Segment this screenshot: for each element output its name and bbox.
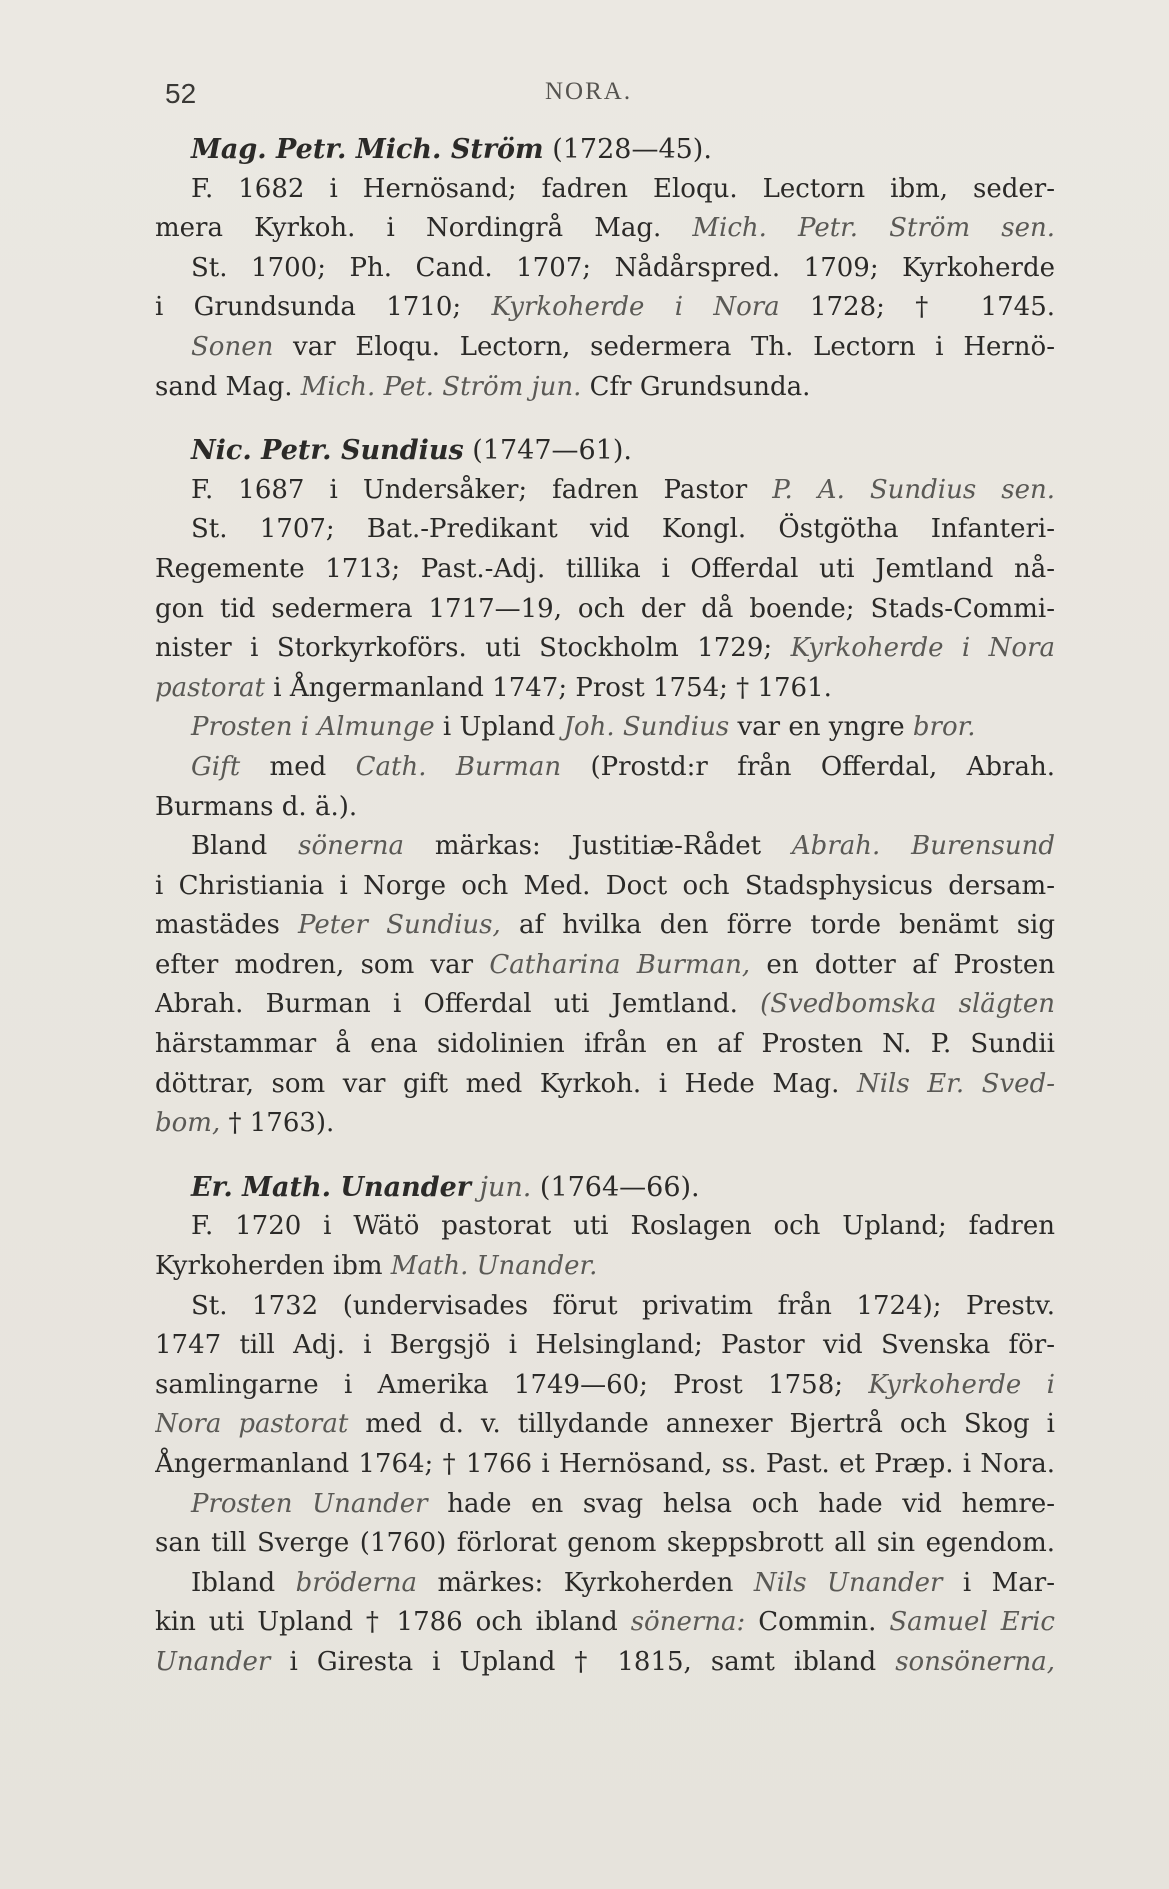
body-text: [155, 130, 1055, 1683]
text-segment: var Eloqu. Lectorn, sedermera Th. Lectorn i Hernö-: [273, 331, 1055, 362]
heading-segment: Nic. Petr. Sundius: [191, 435, 464, 467]
text-segment: St. 1707; Bat.-Predikant vid Kongl. Östgötha Infanteri-: [191, 514, 1055, 545]
text-line: [155, 1564, 1055, 1604]
text-segment: hade en svag helsa och hade vid hemre-: [427, 1488, 1055, 1519]
heading-segment: Er. Math. Unander: [191, 1171, 471, 1203]
text-line: [155, 1445, 1055, 1485]
text-segment: Catharina Burman,: [489, 949, 751, 980]
text-line: [155, 788, 1055, 828]
text-line: [155, 510, 1055, 550]
text-segment: sonsönerna,: [895, 1646, 1055, 1677]
text-segment: F. 1682 i Hernösand; fadren Eloqu. Lectorn ibm, seder-: [191, 173, 1055, 204]
heading-segment: Mag. Petr. Mich. Ström: [191, 134, 544, 165]
text-segment: sand Mag.: [155, 371, 301, 402]
text-segment: Ångermanland 1764; † 1766 i Hernösand, ss. Past. et Præp. i Nora.: [155, 1449, 1055, 1479]
entry-gap: [155, 407, 1055, 431]
text-segment: Bland: [191, 831, 299, 862]
text-segment: bröderna: [295, 1567, 418, 1598]
text-segment: med d. v. tillydande annexer Bjertrå och Skog i: [348, 1409, 1055, 1440]
text-line: [155, 1065, 1055, 1105]
text-segment: (Svedbomska slägten: [760, 989, 1055, 1020]
text-segment: Gift: [191, 751, 241, 782]
text-segment: nister i Storkyrkoförs. uti Stockholm 1729;: [155, 633, 791, 664]
text-segment: i Upland: [434, 712, 564, 743]
text-segment: pastorat: [155, 672, 265, 703]
text-segment: Prosten Unander: [191, 1488, 428, 1519]
text-segment: i Grundsunda 1710;: [155, 292, 492, 323]
text-segment: (Prostd:r från Offerdal, Abrah.: [561, 751, 1055, 782]
text-segment: märkas: Justitiæ-Rådet: [403, 831, 792, 862]
text-segment: i Giresta i Upland † 1815, samt ibland: [270, 1646, 896, 1677]
text-line: [155, 1405, 1055, 1445]
text-segment: Abrah. Burensund: [791, 831, 1055, 862]
text-line: [155, 368, 1055, 408]
text-segment: Kyrkoherde i Nora: [790, 633, 1055, 664]
text-line: [155, 170, 1055, 210]
text-line: [155, 288, 1055, 328]
text-segment: P. A. Sundius sen.: [772, 474, 1055, 505]
text-line: [155, 1485, 1055, 1525]
page-header: [165, 78, 1065, 118]
text-segment: St. 1732 (undervisades förut privatim från 1724); Prestv.: [191, 1290, 1055, 1321]
text-segment: mera Kyrkoh. i Nordingrå Mag.: [155, 213, 693, 244]
text-segment: bom,: [155, 1108, 221, 1139]
text-segment: Samuel Eric: [889, 1607, 1055, 1638]
text-segment: † 1763).: [220, 1108, 335, 1139]
text-segment: i Ångermanland 1747; Prost 1754; † 1761.: [264, 672, 832, 703]
text-line: [155, 1247, 1055, 1287]
text-segment: san till Sverge (1760) förlorat genom skeppsbrott all sin egendom.: [155, 1528, 1055, 1559]
text-segment: bror.: [912, 712, 976, 743]
text-segment: F. 1687 i Undersåker; fadren Pastor: [191, 474, 773, 505]
text-segment: var en yngre: [729, 712, 913, 743]
text-segment: Mich. Petr. Ström sen.: [692, 213, 1055, 244]
text-segment: döttrar, som var gift med Kyrkoh. i Hede Mag.: [155, 1068, 857, 1099]
text-line: [155, 550, 1055, 590]
entry-heading: [155, 1168, 1055, 1208]
text-line: [155, 209, 1055, 249]
text-line: [155, 1603, 1055, 1643]
entry-heading: [155, 130, 1055, 170]
page-number: 52: [165, 78, 197, 109]
text-segment: Ibland: [191, 1567, 296, 1598]
text-segment: Nils Unander: [753, 1567, 943, 1598]
text-segment: Nora pastorat: [155, 1409, 349, 1440]
text-line: [155, 249, 1055, 289]
text-line: [155, 748, 1055, 788]
text-line: [155, 946, 1055, 986]
text-segment: efter modren, som var: [155, 949, 490, 980]
text-line: [155, 1104, 1055, 1144]
text-line: [155, 708, 1055, 748]
text-line: [155, 1643, 1055, 1683]
text-segment: Nils Er. Sved-: [856, 1068, 1055, 1099]
text-segment: Kyrkoherde i Nora: [491, 292, 780, 323]
heading-segment: (1728—45).: [543, 134, 712, 165]
text-segment: Kyrkoherde i: [868, 1369, 1055, 1400]
text-segment: härstammar å ena sidolinien ifrån en af Prosten N. P. Sundii: [155, 1029, 1055, 1060]
text-segment: i Christiania i Norge och Med. Doct och Stadsphysicus dersam-: [155, 870, 1055, 901]
text-segment: samlingarne i Amerika 1749—60; Prost 1758;: [155, 1369, 869, 1400]
text-segment: af hvilka den förre torde benämt sig: [500, 910, 1055, 941]
text-segment: mastädes: [155, 910, 298, 941]
text-segment: sönerna: [298, 831, 404, 862]
text-segment: Prosten i Almunge: [191, 712, 435, 743]
text-line: [155, 471, 1055, 511]
running-title: NORA.: [545, 78, 633, 105]
text-line: [155, 985, 1055, 1025]
text-segment: Kyrkoherden ibm: [155, 1251, 391, 1282]
text-segment: med: [240, 751, 356, 782]
text-line: [155, 827, 1055, 867]
heading-segment: (1764—66).: [531, 1171, 700, 1203]
text-segment: märkes: Kyrkoherden: [417, 1567, 754, 1598]
text-segment: en dotter af Prosten: [750, 949, 1055, 980]
text-segment: 1728; † 1745.: [779, 292, 1055, 323]
text-line: [155, 629, 1055, 669]
text-segment: Abrah. Burman i Offerdal uti Jemtland.: [155, 989, 761, 1020]
text-line: [155, 906, 1055, 946]
text-segment: Joh. Sundius: [563, 712, 730, 743]
text-line: [155, 328, 1055, 368]
text-segment: i Mar-: [942, 1567, 1055, 1598]
text-segment: sönerna:: [630, 1607, 746, 1638]
text-segment: Mich. Pet. Ström jun.: [300, 371, 582, 402]
text-segment: Sonen: [191, 331, 274, 362]
text-line: [155, 1524, 1055, 1564]
text-line: [155, 1326, 1055, 1366]
heading-segment: (1747—61).: [463, 435, 632, 467]
text-segment: Peter Sundius,: [298, 910, 501, 941]
text-segment: Math. Unander.: [390, 1251, 598, 1282]
text-line: [155, 1366, 1055, 1406]
text-segment: F. 1720 i Wätö pastorat uti Roslagen och Upland; fadren: [191, 1211, 1055, 1242]
text-line: [155, 669, 1055, 709]
text-segment: kin uti Upland † 1786 och ibland: [155, 1607, 631, 1638]
text-segment: Unander: [155, 1646, 271, 1677]
text-line: [155, 1025, 1055, 1065]
text-line: [155, 1287, 1055, 1327]
heading-segment: jun.: [471, 1171, 532, 1203]
text-segment: Cath. Burman: [355, 751, 562, 782]
text-line: [155, 590, 1055, 630]
text-segment: Regemente 1713; Past.-Adj. tillika i Offerdal uti Jemtland nå-: [155, 553, 1055, 584]
text-segment: gon tid sedermera 1717—19, och der då boende; Stads-Commi-: [155, 593, 1055, 624]
text-line: [155, 867, 1055, 907]
text-segment: Commin.: [745, 1607, 890, 1638]
entry-gap: [155, 1144, 1055, 1168]
text-segment: St. 1700; Ph. Cand. 1707; Nådårspred. 1709; Kyrkoherde: [191, 252, 1055, 283]
text-segment: Burmans d. ä.).: [155, 791, 358, 822]
text-segment: 1747 till Adj. i Bergsjö i Helsingland; Pastor vid Svenska för-: [155, 1330, 1055, 1361]
text-segment: Cfr Grundsunda.: [581, 371, 811, 402]
text-line: [155, 1207, 1055, 1247]
entry-heading: [155, 431, 1055, 471]
